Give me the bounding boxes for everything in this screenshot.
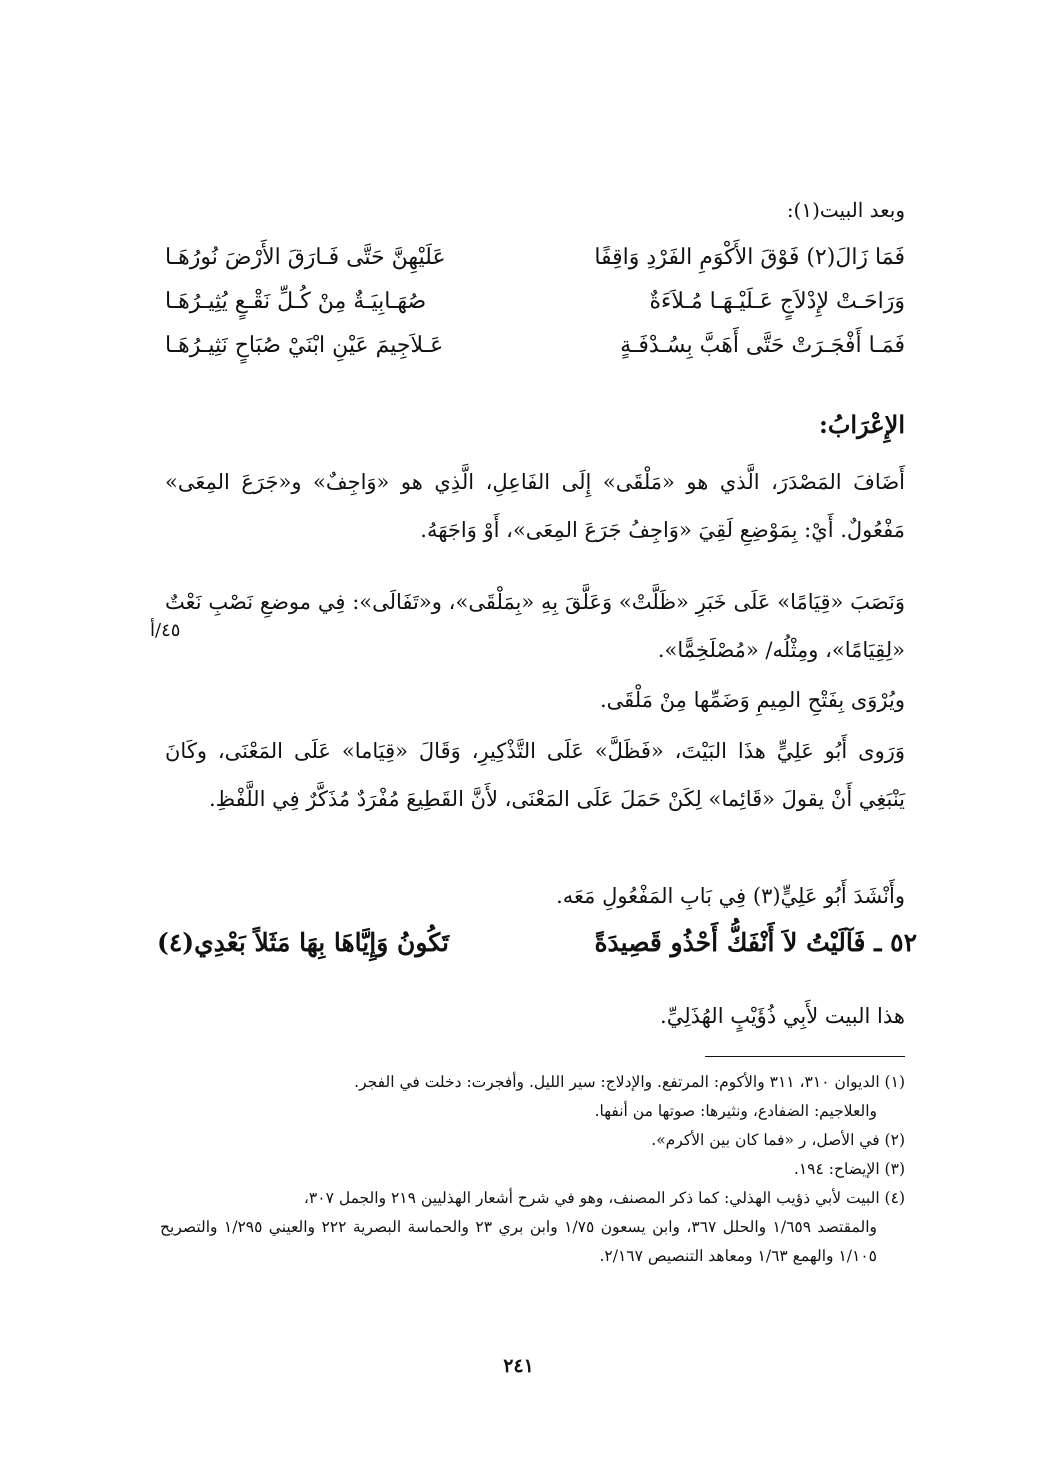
footnote-text: (١) الديوان ٣١٠، ٣١١ والأكوم: المرتفع. والإدلاج: سير الليل. وأفجرت: دخلت في الفجر. — [354, 1073, 905, 1091]
footnote-text: (٤) البيت لأبي ذؤيب الهذلي: كما ذكر المصنف، وهو في شرح أشعار الهذليين ٢١٩ والجمل ٣٠٧، — [303, 1189, 905, 1207]
poem-verses — [165, 245, 905, 377]
paragraph: وَنَصَبَ «قِيَامًا» عَلَى خَبَرِ «ظَلَّتْ» وَعَلَّقَ بِهِ «بِمَلْقَى»، و«تَفَالَى»: فِي موضعِ نَصْبِ نَعْتٌ «لِقِيَامًا»، ومِثْلُه/ «مُصْلَخِمًّا». — [165, 590, 905, 662]
verse-line — [165, 333, 905, 377]
footnote-continuation: والمقتصد ١/٦٥٩ والحلل ٣٦٧، وابن يسعون ١/٧٥ وابن بري ٢٣ والحماسة البصرية ٢٢٢ والعيني ١/٢٩٥ والتصريح ١/١٠٥ والهمع ١/٦٣ ومعاهد التنصيص ٢/١٦٧. — [160, 1218, 877, 1265]
numbered-verse-second-hemistich: تَكُونُ وَإِيَّاهَا بِهَا مَثَلاً بَعْدِي(٤) — [157, 928, 450, 957]
paragraph: ويُرْوَى بِفَتْحِ المِيمِ وَضَمِّها مِنْ مَلْقَى. — [599, 688, 905, 712]
footnotes — [160, 1068, 905, 1271]
verse-second-hemistich: عَلَيْهِنَّ حَتَّى فَـارَقَ الأَرْضَ نُورُهَـا — [165, 245, 446, 270]
page-number: ٢٤١ — [503, 1355, 534, 1377]
section-heading: الإِعْرَابُ: — [818, 410, 905, 439]
footnote-continuation: والعلاجيم: الضفادع، ونثيرها: صوتها من أنفها. — [594, 1102, 877, 1120]
manuscript-folio-note: ٤٥/أ — [150, 620, 181, 641]
verse-line — [165, 289, 905, 333]
verse-second-hemistich: عَـلاَجِيمَ عَيْنِ ابْنَيْ صُبَاحٍ نَثِيـرُهَـا — [165, 333, 444, 358]
footnote — [160, 1155, 905, 1184]
footnote — [160, 1126, 905, 1155]
footnote-divider — [705, 1056, 905, 1057]
footnote-text: (٢) في الأصل، ر «فما كان بين الأكرم». — [651, 1131, 905, 1149]
footnote — [160, 1068, 905, 1126]
paragraph: أَضَافَ المَصْدَرَ، الَّذي هو «مَلْقَى» إِلَى الفَاعِلِ، الَّذِي هو «وَاجِفٌ» و«جَرَعَ المِعَى» مَفْعُولٌ. أَيْ: بِمَوْضِعِ لَقِيَ «وَاجِفُ جَرَعَ المِعَى»، أَوْ وَاجَهَهُ. — [165, 470, 905, 542]
numbered-verse — [157, 928, 917, 957]
paragraph: وَرَوى أَبُو عَلِيٍّ هذَا البَيْتَ، «فَظَلَّ» عَلَى التَّذْكِيرِ، وَقَالَ «قِيَاما» عَلَى المَعْنَى، وكَانَ يَنْبَغِي أَنْ يقولَ «قَائِما» لِكَنْ حَمَلَ عَلَى المَعْنَى، لأَنَّ القَطِيعَ مُفْرَدٌ مُذَكَّرٌ فِي اللَّفْظِ. — [165, 739, 905, 811]
verse-first-hemistich: فَمَـا أَفْجَـرَتْ حَتَّى أَهَبَّ بِسُـدْفَـةٍ — [620, 333, 905, 358]
intro-line: وبعد البيت(١): — [786, 198, 905, 222]
paragraph: وأَنْشَدَ أَبُو عَلِيٍّ(٣) فِي بَابِ المَفْعُولِ مَعَه. — [556, 884, 905, 908]
footnote-text: (٣) الإيضاح: ١٩٤. — [793, 1160, 905, 1178]
numbered-verse-first-hemistich: ٥٢ ـ فَآلَيْتُ لاَ أَنْفَكُّ أَحْذُو قَصِيدَةً — [594, 928, 917, 957]
verse-line — [165, 245, 905, 289]
verse-first-hemistich: فَمَا زَالَ(٢) فَوْقَ الأَكْوَمِ الفَرْدِ وَاقِفًا — [594, 245, 905, 270]
verse-second-hemistich: صُهَـابِيَـةٌ مِنْ كُـلِّ نَقْـعٍ يُثِيـرُهَـا — [165, 289, 427, 314]
verse-first-hemistich: وَرَاحَـتْ لإِدْلاَجٍ عَـلَيْـهَـا مُـلاَءَةٌ — [649, 289, 905, 314]
footnote — [160, 1184, 905, 1271]
attribution-line: هذا البيت لأَبِي ذُؤَيْبٍ الهُذَلِيِّ. — [660, 1004, 905, 1028]
